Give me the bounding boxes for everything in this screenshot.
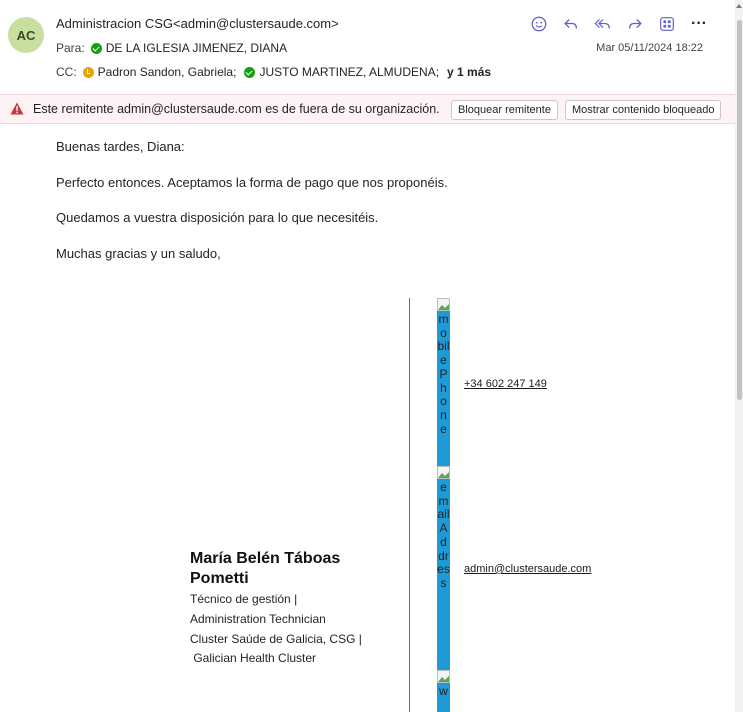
closing-text: Muchas gracias y un saludo, [56,246,221,261]
signature-email-link[interactable]: admin@clustersaude.com [464,563,592,575]
signature-title: Técnico de gestión | [190,592,298,606]
to-row [56,41,287,55]
message-date: Mar 05/11/2024 18:22 [596,42,703,54]
cc-recipient-2[interactable]: JUSTO MARTINEZ, ALMUDENA; [259,65,440,79]
scrollbar-thumb[interactable] [737,20,742,400]
more-icon[interactable]: ··· [691,15,707,32]
signature-title-en: Administration Technician [190,612,326,626]
reply-all-icon[interactable] [590,12,616,36]
sender-name[interactable]: Administracion CSG<admin@clustersaude.com> [56,16,339,31]
cc-recipient-1[interactable]: Padron Sandon, Gabriela; [97,65,237,79]
cc-label: CC: [56,65,77,79]
emoji-icon[interactable] [526,12,552,36]
external-sender-text: Este remitente admin@clustersaude.com es de fuera de su organización. [33,102,440,116]
message-toolbar [526,12,718,36]
broken-image-icon [437,466,450,479]
mobile-phone-image-alt: mobilePhone [437,312,450,436]
to-recipient[interactable]: DE LA IGLESIA JIMENEZ, DIANA [105,41,288,55]
reply-icon[interactable] [558,12,584,36]
cc-row [56,65,491,79]
message-header [0,0,735,92]
signature-org-en: Galician Health Cluster [190,651,317,665]
signature-divider [409,298,410,712]
apps-icon[interactable] [654,12,680,36]
external-sender-banner [0,94,735,124]
signature-phone-link[interactable]: +34 602 247 149 [464,378,547,390]
forward-icon[interactable] [622,12,648,36]
to-label: Para: [56,41,85,55]
scroll-up-icon[interactable] [736,4,742,8]
block-sender-button[interactable]: Bloquear remitente [451,100,558,120]
body-paragraph-1: Perfecto entonces. Aceptamos la forma de pago que nos proponéis. [56,175,448,190]
cc-more-link[interactable]: y 1 más [447,65,492,79]
signature-name: María Belén Táboas Pometti [190,550,341,587]
available-status-icon [91,43,102,54]
broken-image-icon [437,670,450,683]
sender-avatar[interactable]: AC [8,17,44,53]
vertical-scrollbar[interactable] [735,0,743,712]
broken-image-icon [437,298,450,311]
available-status-icon [244,67,255,78]
warning-icon [10,102,24,115]
body-paragraph-2: Quedamos a vuestra disposición para lo que necesitéis. [56,210,379,225]
signature-org: Cluster Saúde de Galicia, CSG | [190,632,362,646]
greeting-text: Buenas tardes, Diana: [56,139,185,154]
website-image-alt: w [439,684,448,698]
show-blocked-content-button[interactable]: Mostrar contenido bloqueado [565,100,721,120]
email-address-image-alt: emailAddress [437,480,450,590]
away-status-icon [83,67,94,78]
